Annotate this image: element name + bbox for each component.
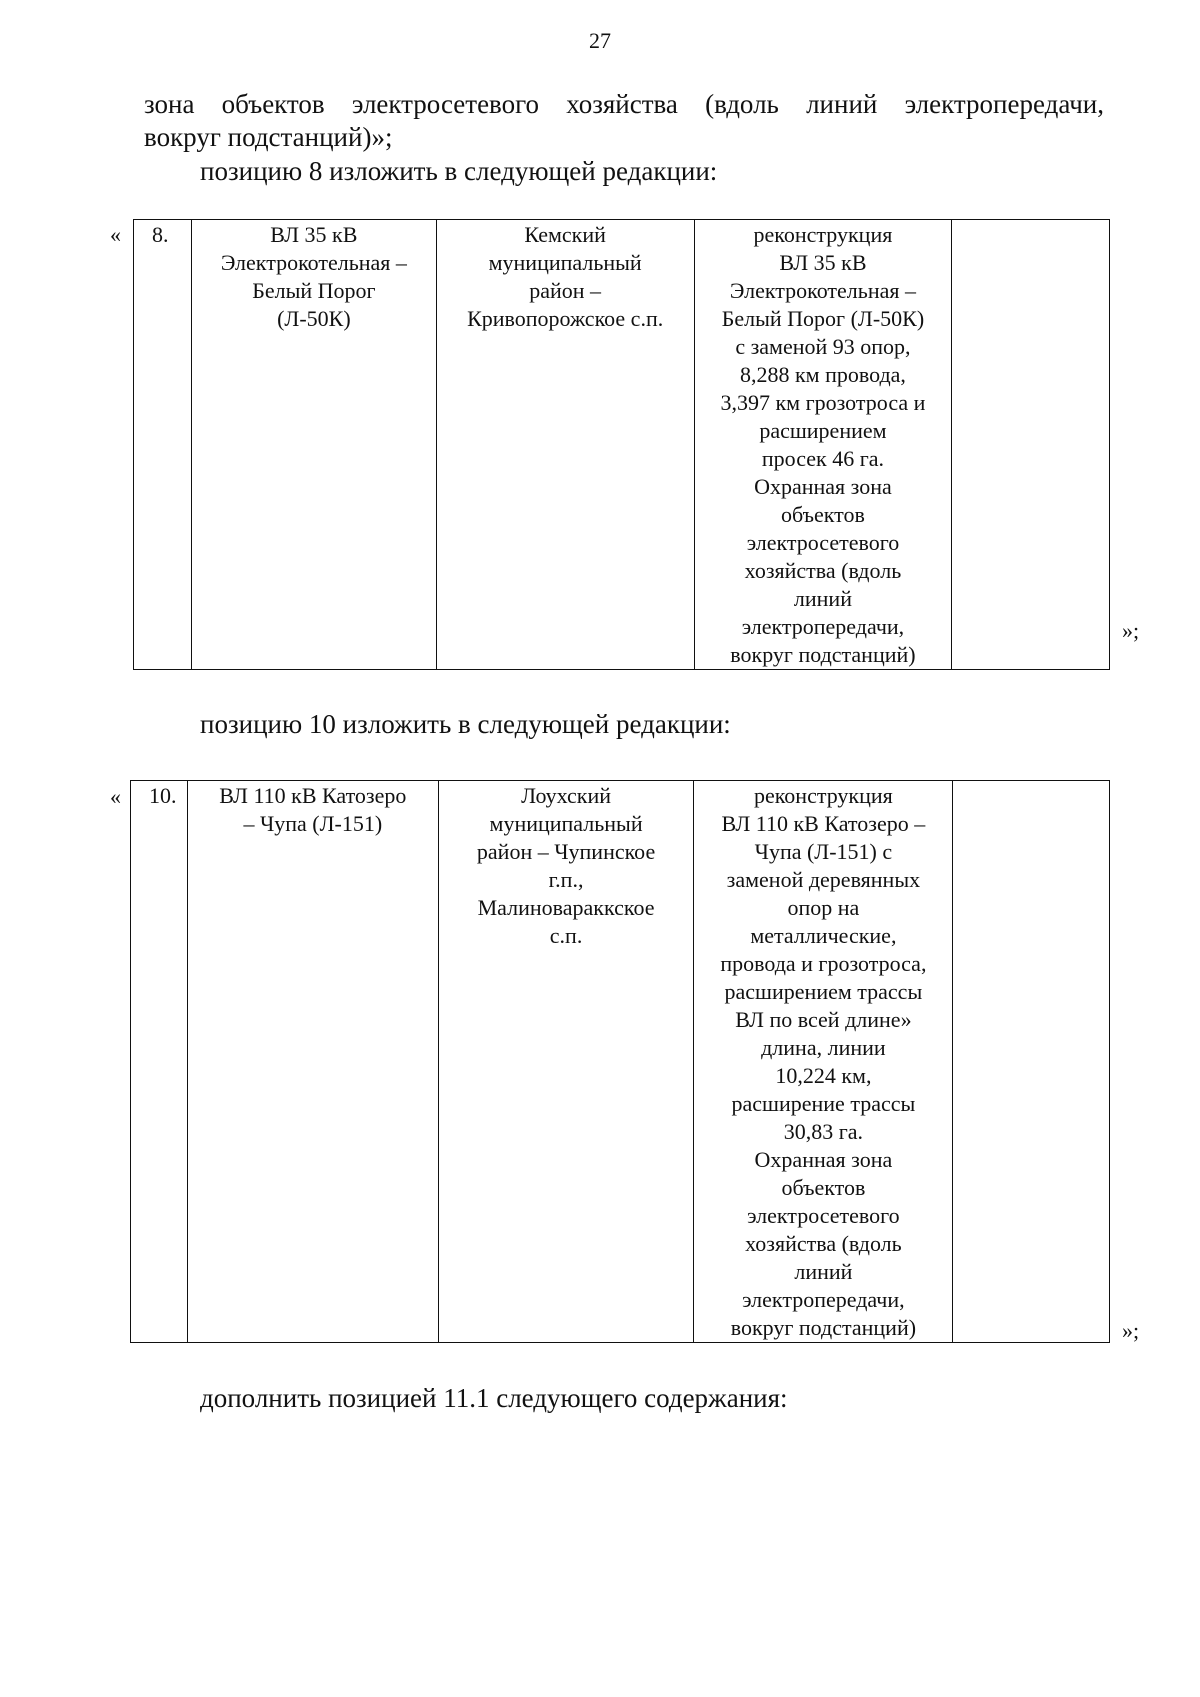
close-quote-position-8: »; bbox=[1122, 618, 1140, 643]
object-name: ВЛ 35 кВ Электрокотельная – Белый Порог (Л-50К) bbox=[220, 222, 407, 331]
location-cell bbox=[438, 781, 694, 1343]
continuation-line-1: зона объектов электросетевого хозяйства (вдоль линий электропередачи, bbox=[144, 89, 1104, 119]
location-cell bbox=[436, 220, 694, 670]
position-number-cell bbox=[131, 781, 188, 1343]
table-row bbox=[134, 220, 1110, 670]
table-row bbox=[131, 781, 1110, 1343]
open-quote-position-10: « bbox=[110, 784, 121, 809]
location: Лоухский муниципальный район – Чупинское г.п., Малиновараккское с.п. bbox=[476, 783, 656, 948]
object-name: ВЛ 110 кВ Катозеро – Чупа (Л-151) bbox=[219, 783, 407, 836]
page-number: 27 bbox=[589, 28, 611, 53]
close-quote-position-10: »; bbox=[1122, 1318, 1140, 1343]
intro-position-10: позицию 10 изложить в следующей редакции: bbox=[200, 709, 731, 739]
description-cell bbox=[694, 781, 953, 1343]
intro-position-8: позицию 8 изложить в следующей редакции: bbox=[200, 156, 718, 186]
object-name-cell bbox=[187, 781, 438, 1343]
open-quote-position-8: « bbox=[110, 222, 121, 247]
description: реконструкция ВЛ 35 кВ Электрокотельная – Белый Порог (Л-50К) с заменой 93 опор, 8,288 км провода, 3,397 км грозотроса и расширением просек 46 га. Охранная зона объектов электросетевого хозяйства (вдоль линий электропередачи, вокруг подстанций) bbox=[720, 222, 926, 667]
position-number: 10. bbox=[149, 783, 177, 808]
extra-cell bbox=[952, 220, 1110, 670]
continuation-paragraph bbox=[144, 88, 1104, 154]
intro-position-11-1: дополнить позицией 11.1 следующего содержания: bbox=[200, 1383, 788, 1413]
location: Кемский муниципальный район – Кривопорожское с.п. bbox=[467, 222, 664, 331]
continuation-line-2: вокруг подстанций)»; bbox=[144, 122, 393, 152]
object-name-cell bbox=[191, 220, 436, 670]
description: реконструкция ВЛ 110 кВ Катозеро – Чупа (Л-151) с заменой деревянных опор на металлические, провода и грозотроса, расширением трассы ВЛ по всей длине» длина, линии 10,224 км, расширение трассы 30,83 га. Охранная зона объектов электросетевого хозяйства (вдоль линий электропередачи, вокруг подстанций) bbox=[720, 783, 927, 1340]
description-cell bbox=[694, 220, 952, 670]
position-8-table bbox=[133, 219, 1110, 670]
position-number-cell bbox=[134, 220, 192, 670]
position-10-table bbox=[130, 780, 1110, 1343]
extra-cell bbox=[953, 781, 1110, 1343]
position-number: 8. bbox=[152, 222, 169, 247]
